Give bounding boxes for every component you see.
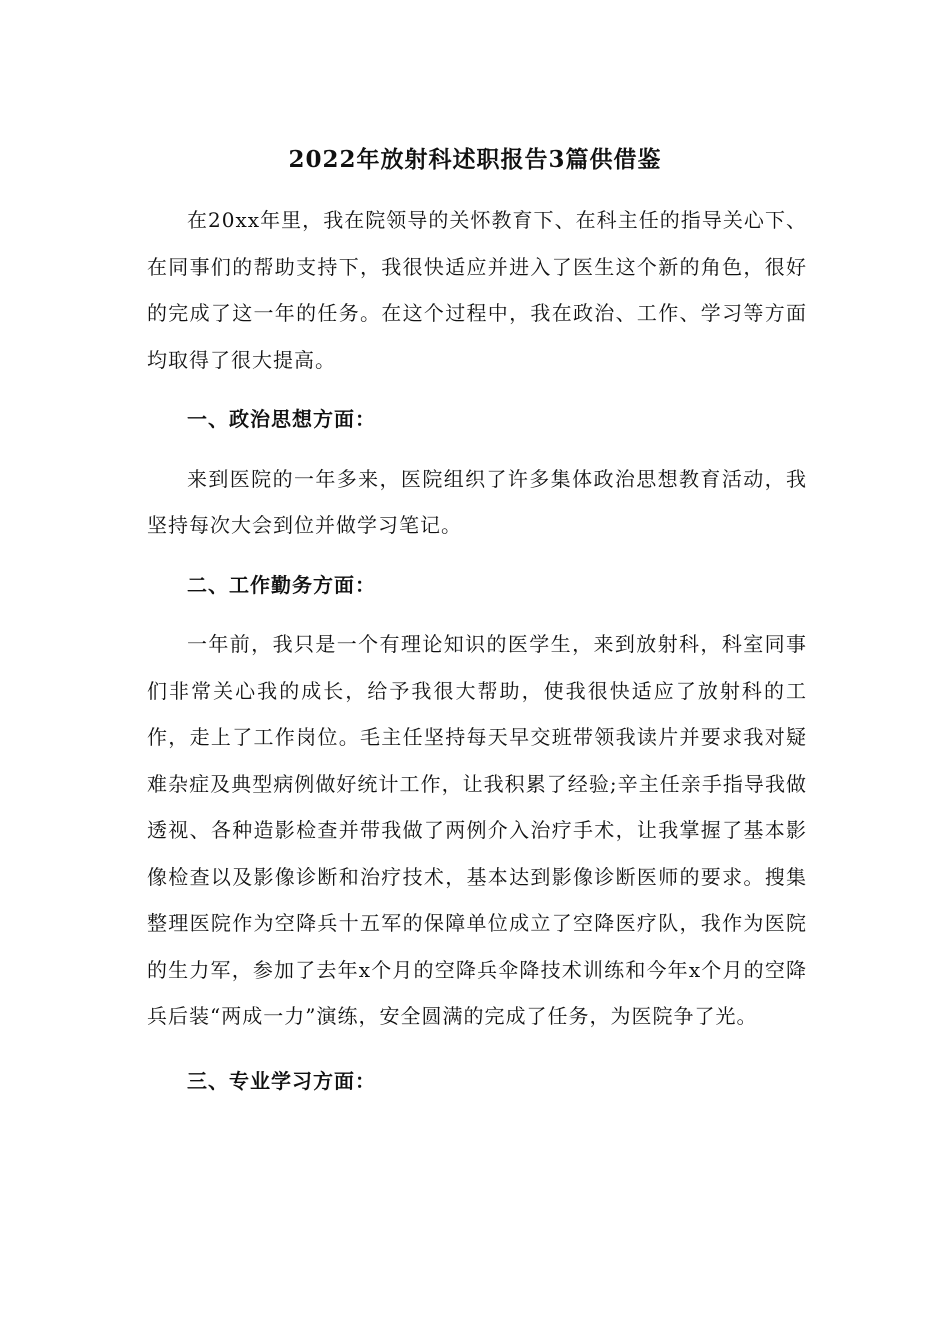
spacer: [147, 1040, 807, 1058]
document-title: 2022年放射科述职报告3篇供借鉴: [288, 146, 662, 173]
spacer: [147, 443, 807, 456]
document-body: [147, 197, 807, 1104]
spacer: [147, 608, 807, 621]
section-heading-work: 二、工作勤务方面：: [187, 572, 376, 597]
section-heading-study: 三、专业学习方面：: [187, 1068, 376, 1093]
politics-paragraph: 来到医院的一年多来，医院组织了许多集体政治思想教育活动，我坚持每次大会到位并做学习笔记。: [147, 466, 807, 537]
section-heading-politics: 一、政治思想方面：: [187, 407, 376, 431]
work-paragraph: 一年前，我只是一个有理论知识的医学生，来到放射科，科室同事们非常关心我的成长，给予我很大帮助，使我很快适应了放射科的工作，走上了工作岗位。毛主任坚持每天早交班带领我读片并要求我对疑难杂症及典型病例做好统计工作，让我积累了经验;辛主任亲手指导我做透视、各种造影检查并带我做了两例介入治疗手术，让我掌握了基本影像检查以及影像诊断和治疗技术，基本达到影像诊断医师的要求。搜集整理医院作为空降兵十五军的保障单位成立了空降医疗队，我作为医院的生力军，参加了去年x个月的空降兵伞降技术训练和今年x个月的空降兵后装“两成一力”演练，安全圆满的完成了任务，为医院争了光。: [147, 632, 807, 1028]
spacer: [147, 383, 807, 396]
intro-paragraph: 在20xx年里，我在院领导的关怀教育下、在科主任的指导关心下、在同事们的帮助支持下，我很快适应并进入了医生这个新的角色，很好的完成了这一年的任务。在这个过程中，我在政治、工作、学习等方面均取得了很大提高。: [147, 208, 807, 372]
spacer: [147, 549, 807, 562]
